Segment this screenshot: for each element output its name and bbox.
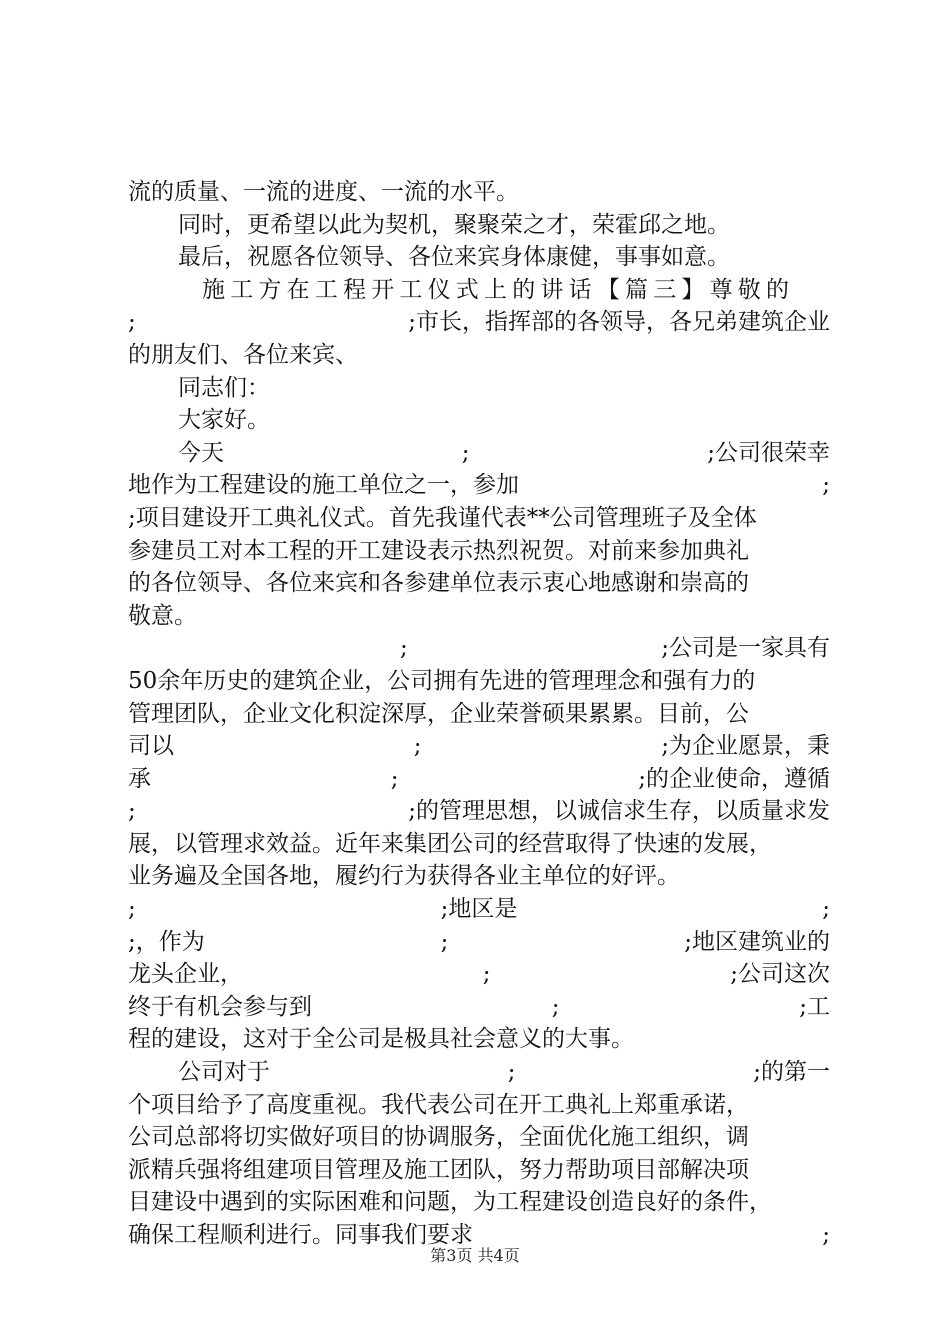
text-segment: ;	[507, 1059, 516, 1086]
text-line	[128, 1056, 830, 1089]
text-line	[128, 469, 830, 502]
text-line	[128, 1154, 830, 1187]
text-segment: ;公司这次	[730, 961, 830, 988]
text-segment: ;公司是一家具有	[661, 635, 830, 662]
text-segment: ;工	[799, 993, 830, 1020]
text-segment: ;	[390, 765, 399, 792]
text-line	[128, 372, 830, 405]
text-line	[128, 535, 830, 568]
text-line	[128, 567, 830, 600]
text-segment: ;的第一	[753, 1059, 830, 1086]
text-segment: ;	[400, 635, 408, 662]
text-segment: ;为企业愿景，秉	[661, 733, 830, 760]
text-line	[128, 209, 830, 242]
text-segment: 派精兵强将组建项目管理及施工团队，努力帮助项目部解决项	[128, 1156, 749, 1183]
text-line	[128, 795, 830, 828]
text-line	[128, 632, 830, 665]
text-line	[128, 176, 830, 209]
text-line	[128, 600, 830, 633]
text-segment: ;	[822, 896, 830, 923]
text-segment: ;	[440, 928, 449, 955]
text-line	[128, 437, 830, 470]
text-line	[128, 502, 830, 535]
text-line	[128, 1023, 830, 1056]
text-segment: 承	[128, 765, 151, 792]
text-line	[128, 1089, 830, 1122]
text-segment: 个项目给予了高度重视。我代表公司在开工典礼上郑重承诺，	[128, 1091, 749, 1118]
text-segment: 业务遍及全国各地，履约行为获得各业主单位的好评。	[128, 863, 680, 890]
text-line	[128, 991, 830, 1024]
text-segment: ;公司很荣幸	[707, 439, 830, 466]
text-segment: ;的企业使命，遵循	[638, 765, 830, 792]
text-segment: 大家好。	[178, 407, 270, 434]
text-line	[128, 828, 830, 861]
text-line	[128, 763, 830, 796]
text-segment: 最后，祝愿各位领导、各位来宾身体康健，事事如意。	[178, 244, 730, 271]
text-line	[128, 860, 830, 893]
text-segment: 参建员工对本工程的开工建设表示热烈祝贺。对前来参加典礼	[128, 537, 749, 564]
text-line	[128, 306, 830, 339]
text-segment: ;	[822, 472, 830, 499]
text-segment: ;项目建设开工典礼仪式。首先我谨代表**公司管理班子及全体	[128, 504, 757, 531]
text-segment: 同时，更希望以此为契机，聚聚荣之才，荣霍邱之地。	[178, 211, 730, 238]
text-line	[128, 926, 830, 959]
text-segment: ;，作为	[128, 928, 205, 955]
text-segment: ;地区建筑业的	[684, 928, 830, 955]
text-segment: ;	[551, 993, 560, 1020]
text-segment: ;	[128, 798, 136, 825]
text-line	[128, 404, 830, 437]
text-line	[128, 339, 830, 372]
text-segment: 目建设中遇到的实际困难和问题，为工程建设创造良好的条件，	[128, 1189, 772, 1216]
text-segment: ;	[461, 439, 470, 466]
text-line	[128, 1121, 830, 1154]
text-segment: ;的管理思想，以诚信求生存，以质量求发	[408, 798, 830, 825]
text-segment: ;	[482, 961, 491, 988]
page-footer: 第3页 共4页	[430, 1246, 520, 1265]
text-line	[128, 698, 830, 731]
text-segment: 施工方在工程开工仪式上的讲话【篇三】尊敬的	[202, 276, 795, 303]
text-line	[128, 1186, 830, 1219]
text-segment: 地作为工程建设的施工单位之一，参加	[128, 472, 519, 499]
text-segment: 的朋友们、各位来宾、	[128, 341, 358, 368]
text-segment: 的各位领导、各位来宾和各参建单位表示衷心地感谢和崇高的	[128, 570, 749, 597]
text-segment: 展，以管理求效益。近年来集团公司的经营取得了快速的发展，	[128, 830, 772, 857]
text-line	[128, 893, 830, 926]
text-segment: 管理团队，企业文化积淀深厚，企业荣誉硕果累累。目前，公	[128, 700, 749, 727]
text-segment: 流的质量、一流的进度、一流的水平。	[128, 179, 519, 205]
text-segment: 龙头企业，	[128, 961, 243, 988]
text-line	[128, 958, 830, 991]
text-segment: 程的建设，这对于全公司是极具社会意义的大事。	[128, 1026, 634, 1053]
text-line	[128, 274, 830, 307]
text-segment: 敬意。	[128, 602, 197, 629]
text-line	[128, 241, 830, 274]
text-line	[128, 730, 830, 763]
text-segment: ;市长，指挥部的各领导，各兄弟建筑企业	[408, 309, 830, 336]
text-segment: 今天	[178, 439, 224, 466]
text-segment: 确保工程顺利进行。同事我们要求	[128, 1222, 473, 1248]
text-segment: 公司总部将切实做好项目的协调服务，全面优化施工组织，调	[128, 1124, 749, 1151]
text-segment: 司以	[128, 733, 174, 760]
text-segment: ;	[128, 896, 136, 923]
text-segment: 50余年历史的建筑企业，公司拥有先进的管理理念和强有力的	[128, 667, 756, 694]
document-body	[128, 176, 830, 1252]
text-segment: 公司对于	[178, 1059, 270, 1086]
text-segment: ;地区是	[440, 896, 518, 923]
text-segment: ;	[413, 733, 422, 760]
text-segment: 终于有机会参与到	[128, 993, 312, 1020]
text-segment: ;	[128, 309, 136, 336]
text-line	[128, 665, 830, 698]
text-segment: 同志们：	[178, 374, 270, 401]
text-segment: ;	[822, 1222, 830, 1248]
